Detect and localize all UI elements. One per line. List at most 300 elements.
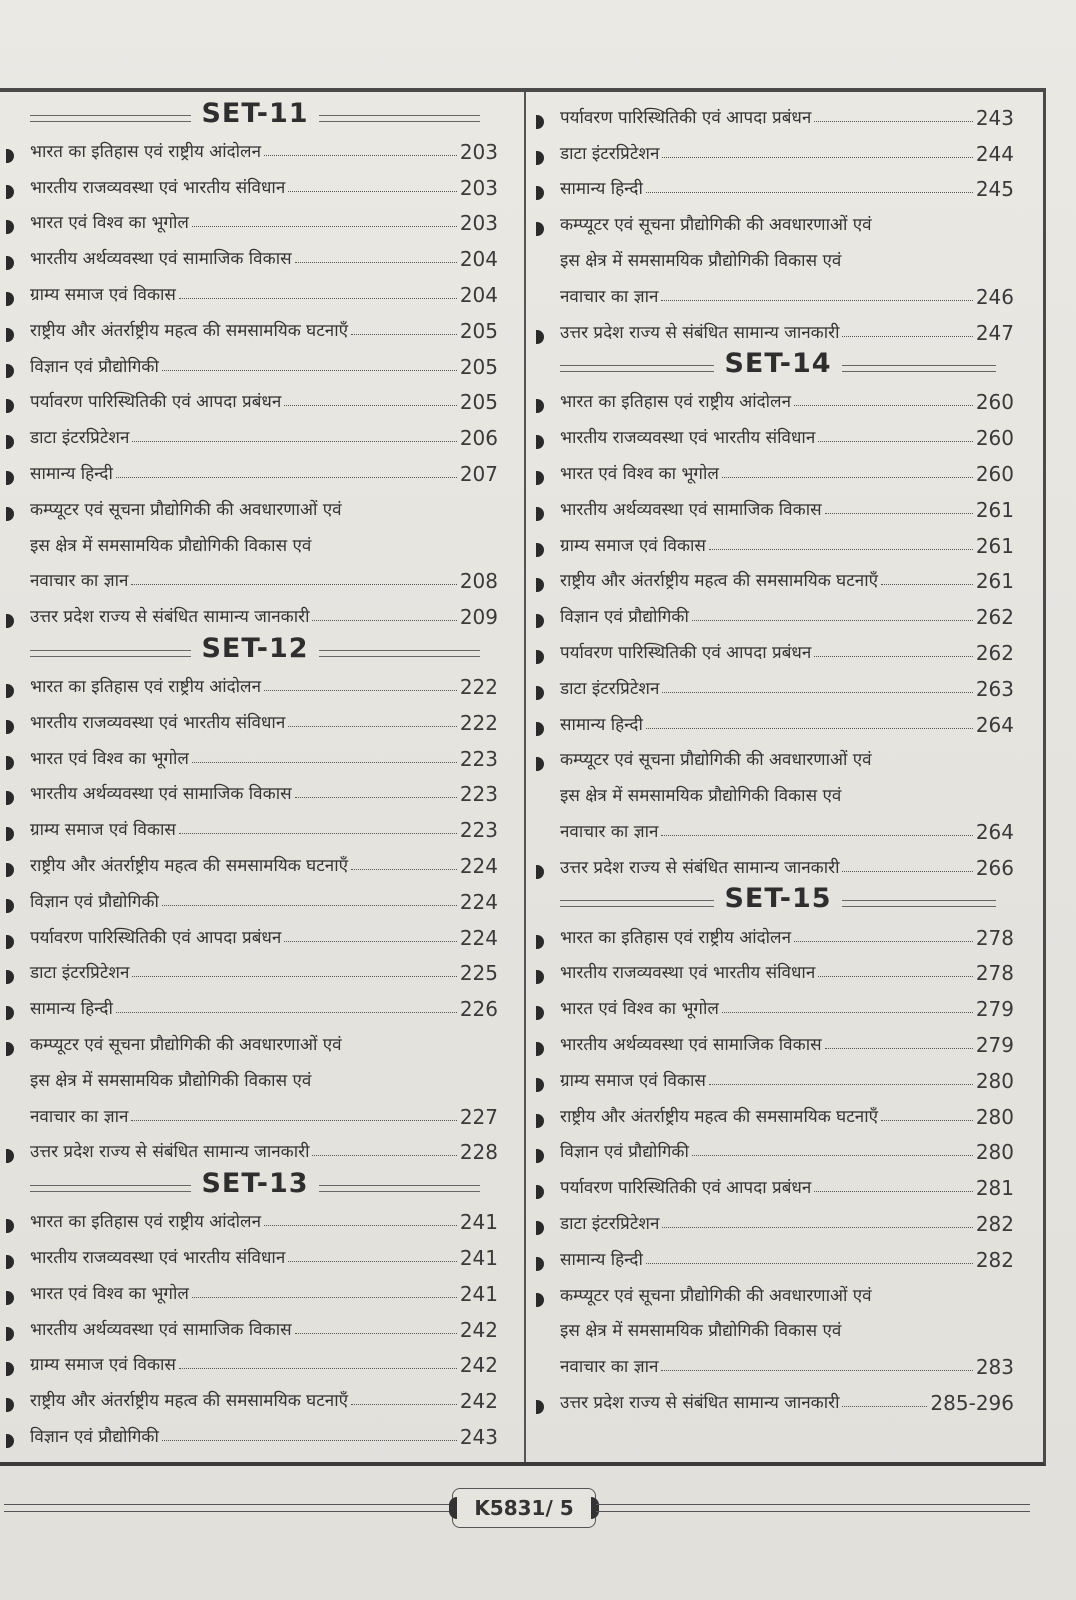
set-heading	[560, 347, 996, 381]
bullet-icon	[534, 1325, 552, 1345]
page-number: 244	[975, 141, 1014, 166]
entry-title: कम्प्यूटर एवं सूचना प्रौद्योगिकी की अवधारणाओं एवं	[30, 499, 342, 520]
heading-rule	[30, 1185, 191, 1192]
bullet-icon	[534, 790, 552, 810]
bullet-icon	[4, 824, 22, 844]
entry-title: भारतीय अर्थव्यवस्था एवं सामाजिक विकास	[30, 1319, 292, 1340]
bullet-icon	[4, 1288, 22, 1308]
dot-leader	[179, 1368, 457, 1369]
toc-entry[interactable]	[4, 952, 498, 988]
heading-rule	[319, 1185, 480, 1192]
page-number: 241	[459, 1245, 498, 1270]
bullet-icon	[534, 1397, 552, 1417]
toc-entry[interactable]	[534, 275, 1014, 311]
toc-entry[interactable]	[4, 1095, 498, 1131]
page-number: 263	[975, 676, 1014, 701]
bullet-icon	[4, 540, 22, 560]
toc-entry[interactable]	[4, 987, 498, 1023]
bullet-icon	[534, 1254, 552, 1274]
entry-title: भारतीय राजव्यवस्था एवं भारतीय संविधान	[30, 712, 286, 733]
dot-leader	[312, 1155, 456, 1156]
dot-leader	[825, 513, 973, 514]
toc-entry[interactable]	[534, 1274, 1014, 1310]
bullet-icon	[534, 719, 552, 739]
entry-title: इस क्षेत्र में समसामयिक प्रौद्योगिकी विकास एवं	[30, 1070, 312, 1091]
dot-leader	[722, 1012, 973, 1013]
footer-rule-right	[596, 1504, 1030, 1512]
toc-entry[interactable]	[4, 1059, 498, 1095]
bullet-icon	[534, 183, 552, 203]
toc-entry[interactable]	[4, 916, 498, 952]
toc-entry[interactable]	[534, 846, 1014, 882]
toc-entry[interactable]	[4, 665, 498, 701]
toc-entry[interactable]	[534, 96, 1014, 132]
toc-entry[interactable]	[534, 452, 1014, 488]
page-number: 278	[975, 925, 1014, 950]
bullet-icon	[534, 1218, 552, 1238]
toc-entry[interactable]	[4, 1344, 498, 1380]
entry-title: कम्प्यूटर एवं सूचना प्रौद्योगिकी की अवधारणाओं एवं	[560, 750, 872, 771]
dot-leader	[288, 1261, 457, 1262]
contents-right-column	[530, 96, 1014, 1417]
heading-rule	[319, 115, 480, 122]
set-heading	[560, 882, 996, 916]
bullet-icon	[4, 611, 22, 631]
bullet-icon	[4, 1431, 22, 1451]
page-number: 205	[459, 318, 498, 343]
entry-title: राष्ट्रीय और अंतर्राष्ट्रीय महत्व की समसामयिक घटनाएँ	[30, 1391, 349, 1412]
dot-leader	[116, 1012, 457, 1013]
page-number: 247	[975, 320, 1014, 345]
entry-title: भारत का इतिहास एवं राष्ट्रीय आंदोलन	[30, 141, 262, 162]
dot-leader	[131, 584, 456, 585]
toc-entry[interactable]	[4, 273, 498, 309]
page-number: 262	[975, 640, 1014, 665]
dot-leader	[818, 976, 973, 977]
page-number: 223	[459, 818, 498, 843]
entry-title: उत्तर प्रदेश राज्य से संबंधित सामान्य जानकारी	[30, 607, 310, 628]
bullet-icon	[534, 255, 552, 275]
page-number: 241	[459, 1210, 498, 1235]
entry-title: पर्यावरण पारिस्थितिकी एवं आपदा प्रबंधन	[30, 392, 282, 413]
page-number: 204	[459, 247, 498, 272]
set-title: SET-13	[201, 1167, 309, 1199]
bullet-icon	[534, 327, 552, 347]
page-number: 262	[975, 605, 1014, 630]
page-number: 278	[975, 961, 1014, 986]
toc-entry[interactable]	[4, 524, 498, 560]
entry-title: उत्तर प्रदेश राज्य से संबंधित सामान्य जानकारी	[560, 322, 840, 343]
toc-entry[interactable]	[534, 1381, 1014, 1417]
entry-title: सामान्य हिन्दी	[560, 714, 643, 735]
toc-entry[interactable]	[534, 1238, 1014, 1274]
entry-title: राष्ट्रीय और अंतर्राष्ट्रीय महत्व की समसामयिक घटनाएँ	[30, 320, 349, 341]
bullet-icon	[534, 683, 552, 703]
entry-title: पर्यावरण पारिस्थितिकी एवं आपदा प्रबंधन	[560, 107, 812, 128]
entry-title: भारतीय अर्थव्यवस्था एवं सामाजिक विकास	[30, 249, 292, 270]
entry-title: भारत एवं विश्व का भूगोल	[30, 748, 189, 769]
page-number: 242	[459, 1353, 498, 1378]
entry-title: डाटा इंटरप्रिटेशन	[560, 143, 660, 164]
entry-title: विज्ञान एवं प्रौद्योगिकी	[30, 1426, 159, 1447]
bullet-icon	[534, 148, 552, 168]
dot-leader	[842, 336, 972, 337]
dot-leader	[284, 941, 456, 942]
bullet-icon	[534, 826, 552, 846]
entry-title: विज्ञान एवं प्रौद्योगिकी	[560, 607, 689, 628]
bullet-icon	[4, 504, 22, 524]
page-number: 228	[459, 1140, 498, 1165]
page-number: 283	[975, 1355, 1014, 1380]
toc-entry[interactable]	[534, 1059, 1014, 1095]
entry-title: सामान्य हिन्दी	[560, 1249, 643, 1270]
toc-entry[interactable]	[4, 1379, 498, 1415]
toc-entry[interactable]	[4, 1131, 498, 1167]
page-number: 203	[459, 139, 498, 164]
bullet-icon	[4, 753, 22, 773]
toc-entry[interactable]	[4, 1023, 498, 1059]
dot-leader	[162, 905, 457, 906]
bullet-icon	[4, 860, 22, 880]
entry-title: कम्प्यूटर एवं सूचना प्रौद्योगिकी की अवधारणाओं एवं	[560, 1285, 872, 1306]
page-number: 246	[975, 284, 1014, 309]
toc-entry[interactable]	[4, 202, 498, 238]
toc-entry[interactable]	[534, 132, 1014, 168]
toc-entry[interactable]	[4, 844, 498, 880]
bullet-icon	[534, 504, 552, 524]
toc-entry[interactable]	[4, 488, 498, 524]
toc-entry[interactable]	[534, 1023, 1014, 1059]
set-heading	[30, 1166, 480, 1200]
entry-title: पर्यावरण पारिस्थितिकी एवं आपदा प्रबंधन	[30, 927, 282, 948]
set-heading	[30, 631, 480, 665]
bullet-icon	[4, 361, 22, 381]
entry-title: भारतीय राजव्यवस्था एवं भारतीय संविधान	[560, 963, 816, 984]
toc-entry[interactable]	[534, 488, 1014, 524]
toc-entry[interactable]	[534, 524, 1014, 560]
bullet-icon	[534, 862, 552, 882]
entry-title: कम्प्यूटर एवं सूचना प्रौद्योगिकी की अवधारणाओं एवं	[30, 1034, 342, 1055]
dot-leader	[662, 1227, 972, 1228]
dot-leader	[295, 797, 457, 798]
bullet-icon	[4, 967, 22, 987]
entry-title: राष्ट्रीय और अंतर्राष्ट्रीय महत्व की समसामयिक घटनाएँ	[30, 855, 349, 876]
page-number: 281	[975, 1176, 1014, 1201]
heading-rule	[560, 900, 714, 907]
toc-entry[interactable]	[4, 737, 498, 773]
toc-entry[interactable]	[4, 381, 498, 417]
page-number: 223	[459, 746, 498, 771]
entry-title: भारतीय राजव्यवस्था एवं भारतीय संविधान	[30, 1247, 286, 1268]
entry-title: भारत का इतिहास एवं राष्ट्रीय आंदोलन	[560, 392, 792, 413]
toc-entry[interactable]	[4, 808, 498, 844]
entry-title: ग्राम्य समाज एवं विकास	[30, 820, 176, 841]
toc-entry[interactable]	[4, 1236, 498, 1272]
bullet-icon	[534, 291, 552, 311]
entry-title: कम्प्यूटर एवं सूचना प्रौद्योगिकी की अवधारणाओं एवं	[560, 215, 872, 236]
dot-leader	[709, 549, 973, 550]
toc-entry[interactable]	[4, 345, 498, 381]
entry-title: इस क्षेत्र में समसामयिक प्रौद्योगिकी विकास एवं	[560, 250, 842, 271]
entry-title: डाटा इंटरप्रिटेशन	[30, 963, 130, 984]
heading-rule	[842, 900, 996, 907]
toc-entry[interactable]	[534, 168, 1014, 204]
bullet-icon	[4, 253, 22, 273]
page-number: 224	[459, 925, 498, 950]
page-number: 285-296	[930, 1390, 1014, 1415]
entry-title: नवाचार का ज्ञान	[30, 1106, 129, 1127]
dot-leader	[295, 1333, 457, 1334]
entry-title: भारत का इतिहास एवं राष्ट्रीय आंदोलन	[30, 676, 262, 697]
dot-leader	[646, 192, 973, 193]
toc-entry[interactable]	[534, 1166, 1014, 1202]
entry-title: भारतीय अर्थव्यवस्था एवं सामाजिक विकास	[560, 499, 822, 520]
page-number: 243	[975, 105, 1014, 130]
toc-entry[interactable]	[534, 595, 1014, 631]
entry-title: पर्यावरण पारिस्थितिकी एवं आपदा प्रबंधन	[560, 1178, 812, 1199]
entry-title: भारत एवं विश्व का भूगोल	[30, 213, 189, 234]
toc-entry[interactable]	[4, 1415, 498, 1451]
bullet-icon	[534, 1003, 552, 1023]
dot-leader	[295, 262, 457, 263]
bullet-icon	[4, 1075, 22, 1095]
entry-title: भारतीय अर्थव्यवस्था एवं सामाजिक विकास	[560, 1034, 822, 1055]
bullet-icon	[4, 1216, 22, 1236]
page-number: 241	[459, 1281, 498, 1306]
entry-title: डाटा इंटरप्रिटेशन	[560, 1213, 660, 1234]
page-number: 260	[975, 390, 1014, 415]
toc-entry[interactable]	[534, 952, 1014, 988]
toc-entry[interactable]	[4, 130, 498, 166]
entry-title: विज्ञान एवं प्रौद्योगिकी	[30, 891, 159, 912]
entry-title: ग्राम्य समाज एवं विकास	[560, 535, 706, 556]
toc-entry[interactable]	[534, 311, 1014, 347]
toc-entry[interactable]	[534, 1345, 1014, 1381]
page-number: 280	[975, 1140, 1014, 1165]
bullet-icon	[534, 1039, 552, 1059]
entry-title: ग्राम्य समाज एवं विकास	[30, 284, 176, 305]
page-number: 279	[975, 1032, 1014, 1057]
bullet-icon	[534, 967, 552, 987]
set-title: SET-12	[201, 632, 309, 664]
toc-entry[interactable]	[4, 237, 498, 273]
page-number: 264	[975, 819, 1014, 844]
dot-leader	[709, 1084, 973, 1085]
entry-title: भारतीय राजव्यवस्था एवं भारतीय संविधान	[30, 177, 286, 198]
toc-entry[interactable]	[4, 1200, 498, 1236]
entry-title: इस क्षेत्र में समसामयिक प्रौद्योगिकी विकास एवं	[560, 786, 842, 807]
entry-title: नवाचार का ज्ञान	[560, 286, 659, 307]
dot-leader	[192, 226, 457, 227]
toc-entry[interactable]	[534, 1131, 1014, 1167]
toc-entry[interactable]	[534, 774, 1014, 810]
page-number: 208	[459, 569, 498, 594]
page-number: 266	[975, 855, 1014, 880]
page-number: 261	[975, 569, 1014, 594]
entry-title: डाटा इंटरप्रिटेशन	[560, 678, 660, 699]
toc-entry[interactable]	[4, 1308, 498, 1344]
toc-entry[interactable]	[534, 987, 1014, 1023]
dot-leader	[116, 477, 457, 478]
page-number: 205	[459, 354, 498, 379]
set-title: SET-14	[724, 348, 832, 380]
dot-leader	[131, 1120, 456, 1121]
dot-leader	[818, 441, 973, 442]
bullet-icon	[4, 1003, 22, 1023]
entry-title: भारत एवं विश्व का भूगोल	[560, 999, 719, 1020]
dot-leader	[794, 941, 973, 942]
toc-entry[interactable]	[534, 916, 1014, 952]
heading-rule	[30, 115, 191, 122]
toc-entry[interactable]	[4, 166, 498, 202]
bullet-icon	[4, 1359, 22, 1379]
page-number: 279	[975, 997, 1014, 1022]
toc-entry[interactable]	[534, 381, 1014, 417]
page-number: 280	[975, 1068, 1014, 1093]
page-number: 242	[459, 1317, 498, 1342]
toc-entry[interactable]	[4, 880, 498, 916]
set-title: SET-11	[201, 97, 309, 129]
bullet-icon	[4, 217, 22, 237]
bullet-icon	[534, 1146, 552, 1166]
page-number: 226	[459, 997, 498, 1022]
dot-leader	[662, 157, 972, 158]
toc-entry[interactable]	[534, 239, 1014, 275]
bullet-icon	[4, 717, 22, 737]
toc-entry[interactable]	[534, 667, 1014, 703]
dot-leader	[661, 300, 972, 301]
footer-code: K5831/ 5	[474, 1496, 574, 1520]
page-number: 222	[459, 674, 498, 699]
page-number: 261	[975, 497, 1014, 522]
bullet-icon	[534, 112, 552, 132]
entry-title: सामान्य हिन्दी	[560, 179, 643, 200]
entry-title: नवाचार का ज्ञान	[560, 821, 659, 842]
page-number: 225	[459, 961, 498, 986]
dot-leader	[264, 690, 457, 691]
dot-leader	[814, 656, 972, 657]
set-heading	[30, 96, 480, 130]
bullet-icon	[4, 289, 22, 309]
entry-title: उत्तर प्रदेश राज्य से संबंधित सामान्य जानकारी	[560, 857, 840, 878]
entry-title: सामान्य हिन्दी	[30, 463, 113, 484]
toc-entry[interactable]	[534, 703, 1014, 739]
bullet-icon	[4, 681, 22, 701]
bullet-icon	[4, 1324, 22, 1344]
dot-leader	[692, 1155, 973, 1156]
toc-entry[interactable]	[534, 810, 1014, 846]
toc-entry[interactable]	[534, 1095, 1014, 1131]
entry-title: नवाचार का ज्ञान	[560, 1357, 659, 1378]
dot-leader	[132, 441, 456, 442]
page-number: 260	[975, 461, 1014, 486]
entry-title: सामान्य हिन्दी	[30, 999, 113, 1020]
bullet-icon	[534, 754, 552, 774]
page-footer	[0, 1488, 1076, 1538]
toc-entry[interactable]	[534, 416, 1014, 452]
entry-title: ग्राम्य समाज एवं विकास	[30, 1355, 176, 1376]
page-number: 206	[459, 426, 498, 451]
toc-entry[interactable]	[4, 416, 498, 452]
page-number: 203	[459, 211, 498, 236]
toc-entry[interactable]	[534, 631, 1014, 667]
dot-leader	[692, 620, 973, 621]
toc-entry[interactable]	[534, 203, 1014, 239]
page-number: 264	[975, 712, 1014, 737]
dot-leader	[661, 1370, 972, 1371]
bullet-icon	[534, 432, 552, 452]
bullet-icon	[4, 182, 22, 202]
toc-entry[interactable]	[4, 773, 498, 809]
bullet-icon	[534, 1182, 552, 1202]
bullet-icon	[534, 219, 552, 239]
dot-leader	[662, 692, 972, 693]
page-number: 282	[975, 1211, 1014, 1236]
entry-title: भारतीय अर्थव्यवस्था एवं सामाजिक विकास	[30, 784, 292, 805]
toc-entry[interactable]	[4, 560, 498, 596]
entry-title: भारतीय राजव्यवस्था एवं भारतीय संविधान	[560, 428, 816, 449]
bullet-icon	[534, 1111, 552, 1131]
entry-title: भारत का इतिहास एवं राष्ट्रीय आंदोलन	[30, 1212, 262, 1233]
dot-leader	[162, 1440, 457, 1441]
page-number: 204	[459, 282, 498, 307]
entry-title: इस क्षेत्र में समसामयिक प्रौद्योगिकी विकास एवं	[560, 1321, 842, 1342]
dot-leader	[881, 584, 973, 585]
dot-leader	[162, 370, 457, 371]
page-number: 282	[975, 1247, 1014, 1272]
dot-leader	[288, 191, 457, 192]
page-number: 245	[975, 177, 1014, 202]
page-number: 205	[459, 390, 498, 415]
bullet-icon	[534, 611, 552, 631]
dot-leader	[825, 1048, 973, 1049]
dot-leader	[264, 155, 457, 156]
dot-leader	[284, 405, 456, 406]
page-number: 224	[459, 853, 498, 878]
dot-leader	[646, 728, 973, 729]
page-number: 209	[459, 605, 498, 630]
bullet-icon	[534, 1075, 552, 1095]
page-number: 203	[459, 175, 498, 200]
dot-leader	[192, 762, 457, 763]
bullet-icon	[534, 932, 552, 952]
page-number: 261	[975, 533, 1014, 558]
toc-entry[interactable]	[4, 452, 498, 488]
toc-entry[interactable]	[4, 1272, 498, 1308]
toc-entry[interactable]	[534, 739, 1014, 775]
entry-title: भारत एवं विश्व का भूगोल	[560, 463, 719, 484]
toc-entry[interactable]	[534, 560, 1014, 596]
heading-rule	[319, 650, 480, 657]
bullet-icon	[4, 146, 22, 166]
toc-entry[interactable]	[534, 1202, 1014, 1238]
bullet-icon	[534, 647, 552, 667]
page-number: 223	[459, 782, 498, 807]
dot-leader	[842, 1406, 927, 1407]
bullet-icon	[4, 932, 22, 952]
toc-entry[interactable]	[4, 701, 498, 737]
toc-entry[interactable]	[4, 309, 498, 345]
dot-leader	[264, 1225, 457, 1226]
entry-title: विज्ञान एवं प्रौद्योगिकी	[560, 1142, 689, 1163]
dot-leader	[312, 620, 456, 621]
heading-rule	[30, 650, 191, 657]
bullet-icon	[4, 1146, 22, 1166]
entry-title: राष्ट्रीय और अंतर्राष्ट्रीय महत्व की समसामयिक घटनाएँ	[560, 1106, 879, 1127]
toc-entry[interactable]	[4, 595, 498, 631]
bullet-icon	[4, 432, 22, 452]
toc-entry[interactable]	[534, 1310, 1014, 1346]
